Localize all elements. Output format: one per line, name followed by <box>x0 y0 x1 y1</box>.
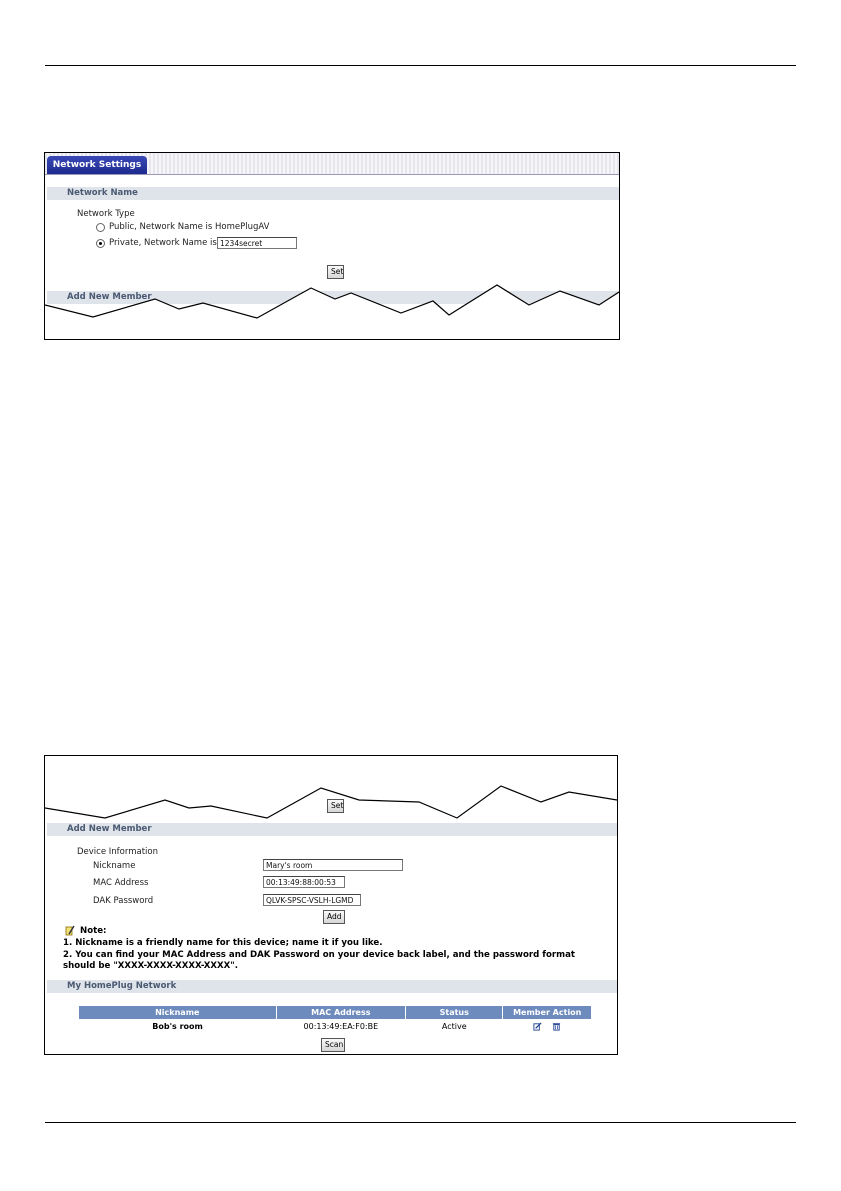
public-option-label: Public, Network Name is HomePlugAV <box>109 222 270 232</box>
torn-edge <box>45 281 619 340</box>
private-radio[interactable] <box>96 239 105 248</box>
add-button[interactable]: Add <box>323 910 345 924</box>
header-rule <box>45 65 796 66</box>
cell-nickname: Bob's room <box>152 1021 203 1031</box>
note-pencil-icon <box>65 925 75 936</box>
set-button[interactable]: Set <box>327 265 344 279</box>
nickname-label: Nickname <box>93 861 136 871</box>
col-status: Status <box>406 1006 503 1019</box>
tab-bar <box>45 153 619 175</box>
add-member-screenshot <box>44 755 618 1055</box>
scan-button[interactable]: Scan <box>321 1038 345 1052</box>
trash-icon[interactable] <box>552 1022 561 1031</box>
note-line-2: 2. You can find your MAC Address and DAK Password on your device back label, and the password format <box>63 950 575 960</box>
dak-password-label: DAK Password <box>93 896 154 906</box>
nickname-input[interactable]: Mary's room <box>263 859 403 871</box>
note-line-1: 1. Nickname is a friendly name for this device; name it if you like. <box>63 938 383 948</box>
homeplug-table <box>79 1006 591 1033</box>
footer-rule <box>45 1122 796 1123</box>
public-radio[interactable] <box>96 223 105 232</box>
section-add-new-member: Add New Member <box>47 823 617 836</box>
table-header-row <box>79 1006 591 1019</box>
network-settings-screenshot <box>44 152 620 340</box>
note-title: Note: <box>80 926 107 936</box>
section-my-homeplug-network: My HomePlug Network <box>47 980 617 993</box>
col-nickname: Nickname <box>79 1006 276 1019</box>
note-line-3: should be "XXXX-XXXX-XXXX-XXXX". <box>63 961 239 971</box>
network-type-label: Network Type <box>77 209 135 219</box>
table-row <box>79 1019 591 1033</box>
section-add-new-member: Add New Member <box>47 291 619 304</box>
cell-actions <box>503 1019 591 1033</box>
cell-status: Active <box>441 1021 467 1031</box>
col-mac-address: MAC Address <box>276 1006 405 1019</box>
mac-address-input[interactable]: 00:13:49:88:00:53 <box>263 876 345 888</box>
edit-icon[interactable] <box>533 1022 542 1031</box>
tab-network-settings[interactable]: Network Settings <box>47 156 147 174</box>
col-member-action: Member Action <box>503 1006 591 1019</box>
set-button[interactable]: Set <box>327 799 344 813</box>
mac-address-label: MAC Address <box>93 878 149 888</box>
dak-password-input[interactable]: QLVK-SPSC-VSLH-LGMD <box>263 894 361 906</box>
network-name-input[interactable]: 1234secret <box>217 237 297 249</box>
cell-mac: 00:13:49:EA:F0:BE <box>303 1021 379 1031</box>
device-info-label: Device Information <box>77 847 158 857</box>
private-option-label: Private, Network Name is <box>109 238 217 248</box>
section-network-name: Network Name <box>47 187 619 200</box>
